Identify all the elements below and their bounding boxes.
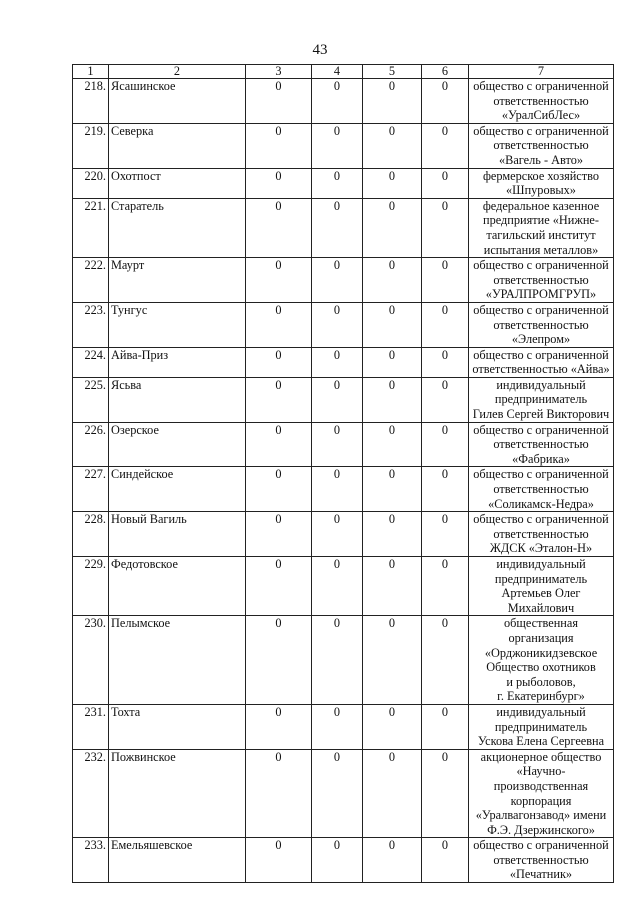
table-row (73, 704, 614, 749)
value-col-3: 0 (246, 123, 312, 168)
value-col-6: 0 (422, 258, 469, 303)
value-col-5: 0 (363, 749, 422, 838)
organization-line: ответственностью «Айва» (472, 362, 610, 377)
header-row (73, 65, 614, 79)
organization-line: ответственностью (493, 272, 589, 287)
table-row (73, 749, 614, 838)
organization-line: ответственностью (493, 482, 589, 497)
value-col-6: 0 (422, 377, 469, 422)
value-col-3: 0 (246, 422, 312, 467)
value-col-4: 0 (312, 168, 363, 198)
organization (469, 422, 614, 467)
table-row (73, 258, 614, 303)
value-col-6: 0 (422, 467, 469, 512)
hunting-ground-name: Пожвинское (109, 749, 246, 838)
value-col-6: 0 (422, 422, 469, 467)
hunting-ground-name: Тунгус (109, 302, 246, 347)
organization-line: испытания металлов» (483, 242, 599, 257)
value-col-6: 0 (422, 616, 469, 705)
column-header-2: 2 (109, 65, 246, 79)
row-number: 220. (73, 168, 109, 198)
organization (469, 704, 614, 749)
table-row (73, 198, 614, 257)
value-col-4: 0 (312, 838, 363, 883)
value-col-4: 0 (312, 467, 363, 512)
value-col-5: 0 (363, 704, 422, 749)
organization-line: общество с ограниченной (473, 79, 609, 93)
organization-line: акционерное общество (480, 749, 602, 764)
organization-line: «Шпуровых» (506, 183, 576, 198)
organization-line: Ускова Елена Сергеевна (477, 734, 605, 749)
value-col-5: 0 (363, 838, 422, 883)
organization-line: тагильский институт (486, 227, 596, 242)
value-col-6: 0 (422, 302, 469, 347)
organization-line: Артемьев Олег (501, 586, 581, 601)
value-col-5: 0 (363, 79, 422, 124)
organization-line: общество с ограниченной (473, 258, 609, 273)
table-row (73, 347, 614, 377)
value-col-3: 0 (246, 749, 312, 838)
table-row (73, 79, 614, 124)
table-row (73, 123, 614, 168)
value-col-5: 0 (363, 302, 422, 347)
row-number: 218. (73, 79, 109, 124)
table-row (73, 302, 614, 347)
value-col-4: 0 (312, 749, 363, 838)
organization-line: фермерское хозяйство (482, 168, 600, 183)
organization (469, 512, 614, 557)
column-header-4: 4 (312, 65, 363, 79)
organization-line: ответственностью (493, 852, 589, 867)
organization-line: общество с ограниченной (473, 123, 609, 138)
value-col-4: 0 (312, 198, 363, 257)
column-header-6: 6 (422, 65, 469, 79)
row-number: 229. (73, 557, 109, 616)
value-col-4: 0 (312, 79, 363, 124)
value-col-3: 0 (246, 168, 312, 198)
value-col-3: 0 (246, 198, 312, 257)
value-col-6: 0 (422, 123, 469, 168)
hunting-ground-name: Айва-Приз (109, 347, 246, 377)
value-col-3: 0 (246, 302, 312, 347)
value-col-3: 0 (246, 377, 312, 422)
organization (469, 198, 614, 257)
table-body (73, 79, 614, 883)
organization-line: «Печатник» (509, 867, 573, 882)
organization-line: ответственностью (493, 93, 589, 108)
organization-line: предприниматель (494, 392, 588, 407)
value-col-3: 0 (246, 79, 312, 124)
value-col-6: 0 (422, 347, 469, 377)
row-number: 223. (73, 302, 109, 347)
value-col-4: 0 (312, 704, 363, 749)
value-col-3: 0 (246, 467, 312, 512)
value-col-3: 0 (246, 557, 312, 616)
value-col-4: 0 (312, 377, 363, 422)
row-number: 221. (73, 198, 109, 257)
organization-line: предприятие «Нижне- (483, 213, 599, 228)
organization-line: Гилев Сергей Викторович (472, 407, 610, 422)
value-col-6: 0 (422, 79, 469, 124)
value-col-6: 0 (422, 168, 469, 198)
hunting-ground-name: Новый Вагиль (109, 512, 246, 557)
table-row (73, 512, 614, 557)
column-header-3: 3 (246, 65, 312, 79)
organization-line: ЖДСК «Эталон-Н» (489, 541, 593, 556)
value-col-3: 0 (246, 704, 312, 749)
organization-line: общество с ограниченной (473, 467, 609, 482)
organization (469, 123, 614, 168)
value-col-6: 0 (422, 838, 469, 883)
organization (469, 79, 614, 124)
table-row (73, 422, 614, 467)
value-col-3: 0 (246, 258, 312, 303)
organization-line: индивидуальный (496, 704, 586, 719)
table-row (73, 838, 614, 883)
organization (469, 347, 614, 377)
table-row (73, 557, 614, 616)
organization-line: ответственностью (493, 526, 589, 541)
organization-line: г. Екатеринбург» (497, 689, 585, 704)
organization-line: «Научно-производственная (493, 764, 589, 793)
value-col-5: 0 (363, 512, 422, 557)
value-col-6: 0 (422, 512, 469, 557)
organization (469, 838, 614, 883)
row-number: 233. (73, 838, 109, 883)
hunting-ground-name: Охотпост (109, 168, 246, 198)
organization-line: Ф.Э. Дзержинского» (487, 822, 595, 837)
value-col-5: 0 (363, 467, 422, 512)
organization-line: «Уралвагонзавод» имени (475, 808, 607, 823)
value-col-4: 0 (312, 422, 363, 467)
value-col-3: 0 (246, 838, 312, 883)
organization-line: общество с ограниченной (473, 512, 609, 527)
value-col-3: 0 (246, 512, 312, 557)
hunting-ground-name: Федотовское (109, 557, 246, 616)
organization-line: ответственностью (493, 317, 589, 332)
value-col-6: 0 (422, 198, 469, 257)
table-row (73, 168, 614, 198)
organization-line: индивидуальный (496, 377, 586, 392)
hunting-ground-name: Емельяшевское (109, 838, 246, 883)
value-col-5: 0 (363, 168, 422, 198)
value-col-6: 0 (422, 749, 469, 838)
organization-line: «Вагель - Авто» (498, 152, 584, 167)
organization-line: общество с ограниченной (473, 302, 609, 317)
value-col-3: 0 (246, 616, 312, 705)
value-col-6: 0 (422, 704, 469, 749)
organization (469, 377, 614, 422)
organization-line: и рыболовов, (506, 674, 576, 689)
value-col-6: 0 (422, 557, 469, 616)
value-col-3: 0 (246, 347, 312, 377)
organization-line: Общество охотников (486, 660, 596, 675)
organization-line: ответственностью (493, 437, 589, 452)
hunting-ground-name: Синдейское (109, 467, 246, 512)
organization-line: ответственностью (493, 138, 589, 153)
organization (469, 168, 614, 198)
column-header-5: 5 (363, 65, 422, 79)
table-row (73, 467, 614, 512)
hunting-ground-name: Тохта (109, 704, 246, 749)
value-col-4: 0 (312, 616, 363, 705)
page-number: 43 (312, 42, 328, 58)
value-col-4: 0 (312, 557, 363, 616)
value-col-5: 0 (363, 557, 422, 616)
organization (469, 557, 614, 616)
row-number: 231. (73, 704, 109, 749)
row-number: 224. (73, 347, 109, 377)
organization (469, 467, 614, 512)
hunting-ground-name: Маурт (109, 258, 246, 303)
value-col-5: 0 (363, 347, 422, 377)
organization-line: общество с ограниченной (473, 347, 609, 362)
table-row (73, 616, 614, 705)
organization-line: индивидуальный (496, 557, 586, 571)
organization-line: корпорация (510, 793, 572, 808)
hunting-ground-name: Озерское (109, 422, 246, 467)
organization (469, 302, 614, 347)
value-col-4: 0 (312, 512, 363, 557)
organization-line: общество с ограниченной (473, 838, 609, 853)
value-col-4: 0 (312, 258, 363, 303)
organization-line: «Элепром» (511, 332, 571, 347)
value-col-5: 0 (363, 422, 422, 467)
organization (469, 258, 614, 303)
registry-table (72, 64, 614, 883)
row-number: 219. (73, 123, 109, 168)
table-row (73, 377, 614, 422)
row-number: 230. (73, 616, 109, 705)
organization-line: «Фабрика» (512, 451, 570, 466)
value-col-5: 0 (363, 198, 422, 257)
organization-line: общество с ограниченной (473, 422, 609, 437)
organization-line: общественная организация (504, 616, 578, 645)
organization-line: «Орджоникидзевское (484, 645, 598, 660)
hunting-ground-name: Ясашинское (109, 79, 246, 124)
organization-line: предприниматель (494, 719, 588, 734)
row-number: 222. (73, 258, 109, 303)
row-number: 228. (73, 512, 109, 557)
row-number: 227. (73, 467, 109, 512)
hunting-ground-name: Старатель (109, 198, 246, 257)
hunting-ground-name: Северка (109, 123, 246, 168)
row-number: 226. (73, 422, 109, 467)
organization-line: «УралСибЛес» (501, 108, 581, 123)
organization-line: «Соликамск-Недра» (488, 496, 594, 511)
organization (469, 749, 614, 838)
organization-line: «УРАЛПРОМГРУП» (485, 287, 597, 302)
value-col-5: 0 (363, 258, 422, 303)
column-header-7: 7 (469, 65, 614, 79)
row-number: 225. (73, 377, 109, 422)
value-col-5: 0 (363, 616, 422, 705)
hunting-ground-name: Ясьва (109, 377, 246, 422)
organization-line: предприниматель (494, 571, 588, 586)
value-col-4: 0 (312, 123, 363, 168)
organization-line: федеральное казенное (482, 198, 600, 213)
organization-line: Михайлович (507, 600, 575, 615)
value-col-5: 0 (363, 377, 422, 422)
column-header-1: 1 (73, 65, 109, 79)
hunting-ground-name: Пелымское (109, 616, 246, 705)
value-col-4: 0 (312, 347, 363, 377)
value-col-4: 0 (312, 302, 363, 347)
value-col-5: 0 (363, 123, 422, 168)
row-number: 232. (73, 749, 109, 838)
organization (469, 616, 614, 705)
